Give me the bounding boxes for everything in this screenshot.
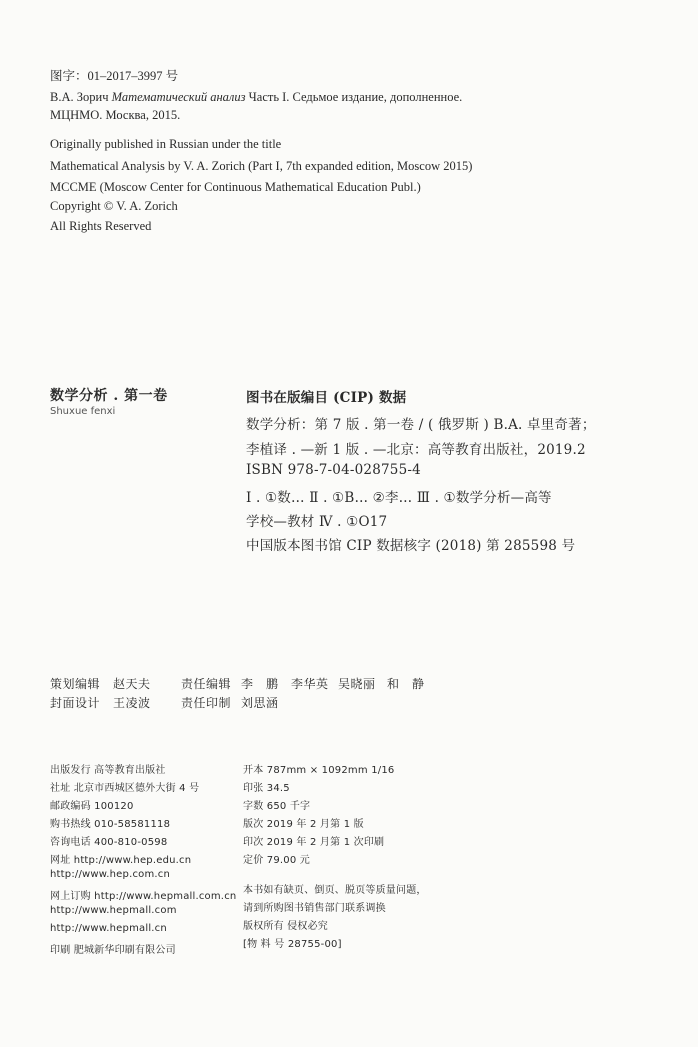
cip-line-1: 数学分析：第 7 版 . 第一卷 / ( 俄罗斯 ) B.A. 卓里奇著； — [246, 417, 596, 433]
cip-line-6: 中国版本图书馆 CIP 数据核字 (2018) 第 285598 号 — [246, 538, 576, 554]
cip-line-2: 李植译 . —新 1 版 . —北京：高等教育出版社，2019.2 — [246, 442, 586, 458]
responsible-editor-name: 吴晓丽 — [338, 677, 376, 691]
russian-author: В.А. Зорич — [50, 90, 112, 104]
responsible-editor-name: 李华英 — [291, 677, 329, 691]
print-supervisor-label: 责任印制 — [181, 696, 232, 710]
planning-editor-label: 策划编辑 — [50, 677, 101, 691]
spec-line: 本书如有缺页、倒页、脱页等质量问题， — [243, 885, 427, 896]
publisher-info-line: 咨询电话 400-810-0598 — [50, 837, 168, 848]
cip-line-5: 学校—教材 Ⅳ . ①O17 — [246, 514, 388, 530]
spec-line: 印张 34.5 — [243, 783, 290, 794]
original-publisher-line: MCCME (Moscow Center for Continuous Mathematical Education Publ.) — [50, 180, 421, 194]
copyright-line: Copyright © V. A. Zorich — [50, 199, 178, 213]
spec-line: 字数 650 千字 — [243, 801, 311, 812]
original-publication-note: Originally published in Russian under the title — [50, 137, 282, 151]
spec-line: 定价 79.00 元 — [243, 855, 310, 866]
publisher-info-line: http://www.hepmall.com — [50, 905, 177, 916]
book-pinyin: Shuxue fenxi — [50, 406, 116, 417]
spec-line: 版次 2019 年 2 月第 1 版 — [243, 819, 364, 830]
publisher-info-line: http://www.hepmall.cn — [50, 923, 167, 934]
print-supervisor-name: 刘思涵 — [241, 696, 279, 710]
publisher-info-line: 网址 http://www.hep.edu.cn — [50, 855, 192, 866]
publisher-info-line: 网上订购 http://www.hepmall.com.cn — [50, 891, 237, 902]
cip-line-4: Ⅰ . ①数… Ⅱ . ①B… ②李… Ⅲ . ①数学分析—高等 — [246, 490, 552, 506]
russian-edition: Часть I. Седьмое издание, дополненное. — [245, 90, 463, 104]
publisher-info-line: 邮政编码 100120 — [50, 801, 134, 812]
responsible-editor-name: 和 静 — [387, 677, 425, 691]
spec-line: 版权所有 侵权必究 — [243, 921, 328, 932]
cover-designer-name: 王凌波 — [113, 696, 151, 710]
publisher-info-line: 社址 北京市西城区德外大街 4 号 — [50, 783, 200, 794]
responsible-editor-name: 李 鹏 — [241, 677, 279, 691]
cover-designer-label: 封面设计 — [50, 696, 101, 710]
copyright-registration: 图字：01–2017–3997 号 — [50, 69, 179, 83]
spec-line: 印次 2019 年 2 月第 1 次印刷 — [243, 837, 385, 848]
rights-reserved: All Rights Reserved — [50, 219, 152, 233]
book-title: 数学分析 . 第一卷 — [50, 388, 168, 404]
spec-line: [物 料 号 28755-00] — [243, 939, 342, 950]
responsible-editor-label: 责任编辑 — [181, 677, 232, 691]
russian-citation — [50, 90, 462, 105]
russian-publisher: МЦНМО. Москва, 2015. — [50, 108, 181, 122]
publisher-info-line: 出版发行 高等教育出版社 — [50, 765, 166, 776]
planning-editor-name: 赵天夫 — [113, 677, 151, 691]
publisher-info-line: 印刷 肥城新华印刷有限公司 — [50, 945, 176, 956]
russian-title: Математический анализ — [111, 90, 246, 104]
cip-isbn: ISBN 978-7-04-028755-4 — [246, 462, 421, 478]
spec-line: 请到所购图书销售部门联系调换 — [243, 903, 386, 914]
publisher-info-line: http://www.hep.com.cn — [50, 869, 171, 880]
publisher-info-line: 购书热线 010-58581118 — [50, 819, 171, 830]
cip-heading: 图书在版编目 (CIP) 数据 — [246, 390, 407, 406]
original-title-line: Mathematical Analysis by V. A. Zorich (Part I, 7th expanded edition, Moscow 2015) — [50, 159, 473, 173]
spec-line: 开本 787mm × 1092mm 1/16 — [243, 765, 395, 776]
